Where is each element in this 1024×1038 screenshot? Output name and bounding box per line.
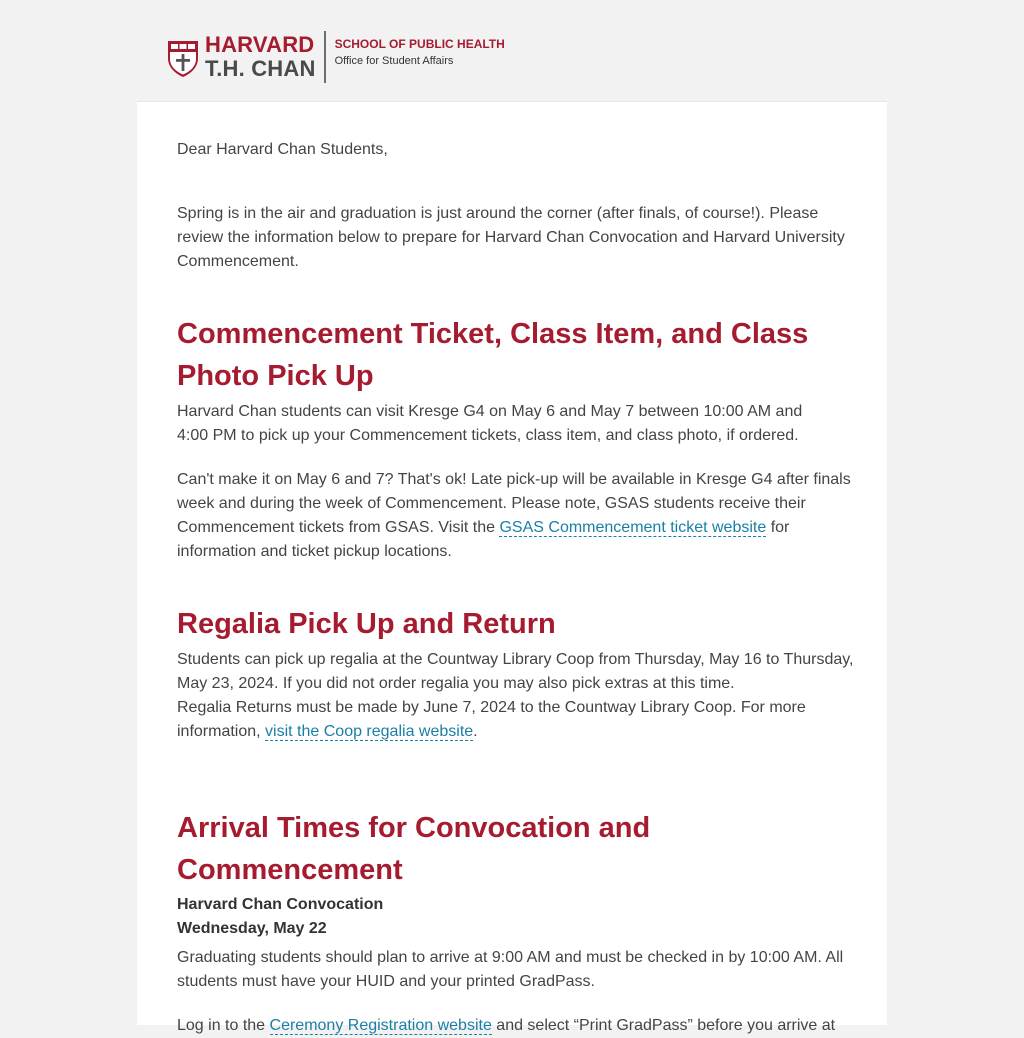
email-body <box>137 101 887 1034</box>
coop-regalia-link[interactable]: visit the Coop regalia website <box>265 723 474 740</box>
logo-divider <box>324 31 326 83</box>
logo-school-name: SCHOOL OF PUBLIC HEALTH <box>334 36 505 51</box>
logo-wordmark <box>205 34 316 80</box>
tickets-paragraph: Harvard Chan students can visit Kresge G4 on May 6 and May 7 between 10:00 AM and 4:00 PM to pick up your Commencement tickets, class item, and class photo, if ordered. <box>177 403 803 444</box>
gradpass-text: Log in to the <box>177 1017 270 1034</box>
ceremony-registration-link[interactable]: Ceremony Registration website <box>269 1017 492 1034</box>
logo-school <box>335 38 505 67</box>
convocation-title: Harvard Chan Convocation <box>177 896 384 913</box>
logo-office-name: Office for Student Affairs <box>334 54 454 67</box>
gradpass-paragraph <box>177 1014 857 1038</box>
gradpass-text-end: and select “Print GradPass” before you arrive at <box>491 1017 836 1034</box>
late-pickup-text: Can't make it on May 6 and 7? That's ok! Late pick-up will be available in Kresge G4 after finals week and during the week of Commencement. Please note, GSAS students receive their Commencement tickets from GSAS. Visit the <box>177 471 851 536</box>
convocation-arrival-paragraph: Graduating students should plan to arrive at 9:00 AM and must be checked in by 10:00 AM. All students must have your HUID and your printed GradPass. <box>177 949 844 990</box>
regalia-return-paragraph <box>177 696 857 744</box>
regalia-pickup-paragraph: Students can pick up regalia at the Countway Library Coop from Thursday, May 16 to Thursday, May 23, 2024. If you did not order regalia you may also pick extras at this time. <box>177 651 854 692</box>
late-pickup-paragraph <box>177 468 857 564</box>
regalia-return-text: Regalia Returns must be made by June 7, 2024 to the Countway Library Coop. For more information, <box>177 699 806 740</box>
section-heading-regalia: Regalia Pick Up and Return <box>177 608 556 640</box>
harvard-shield-icon <box>167 40 199 78</box>
section-heading-tickets: Commencement Ticket, Class Item, and Class Photo Pick Up <box>177 318 809 392</box>
logo-word-chan: T.H. CHAN <box>205 56 316 81</box>
logo-word-harvard: HARVARD <box>205 32 315 57</box>
intro-paragraph: Spring is in the air and graduation is just around the corner (after finals, of course!). Please review the information below to prepare for Harvard Chan Convocation and Harvard University Commencement. <box>177 205 845 270</box>
late-pickup-text-end: for information and ticket pickup locations. <box>177 519 790 560</box>
greeting: Dear Harvard Chan Students, <box>177 141 388 158</box>
gsas-ticket-link[interactable]: GSAS Commencement ticket website <box>499 519 767 536</box>
convocation-date: Wednesday, May 22 <box>177 920 327 937</box>
section-heading-arrival: Arrival Times for Convocation and Commencement <box>177 812 651 886</box>
regalia-return-text-end: . <box>473 723 478 740</box>
harvard-chan-logo[interactable] <box>167 31 505 83</box>
email-header <box>137 0 887 101</box>
